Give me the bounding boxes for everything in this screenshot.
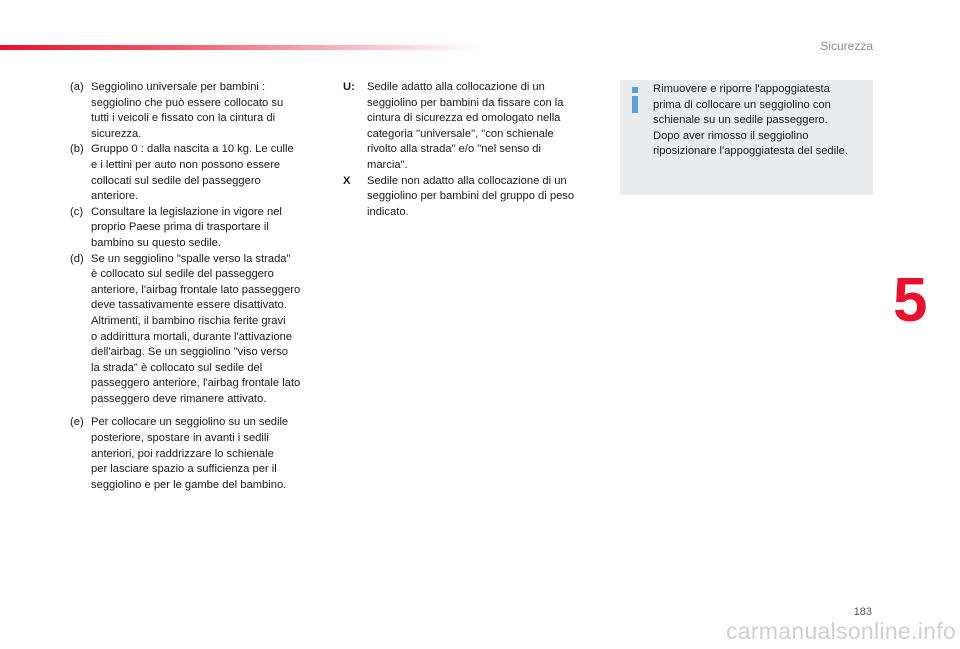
page-number: 183 <box>853 606 872 618</box>
note-b <box>70 142 330 204</box>
note-e <box>70 415 330 493</box>
note-d <box>70 252 330 408</box>
info-box <box>620 80 873 195</box>
note-key: (e) <box>70 416 84 429</box>
info-icon <box>628 87 642 113</box>
notes-left-column <box>70 80 330 493</box>
header-accent-bar <box>0 45 480 50</box>
legend-text: Sedile non adatto alla collocazione di un seggiolino per bambini del gruppo di peso indicato. <box>367 174 575 218</box>
note-key: (d) <box>70 252 84 265</box>
note-a <box>70 80 330 142</box>
legend-u <box>343 80 593 174</box>
legend-key: U: <box>343 81 355 93</box>
note-text: Per collocare un seggiolino su un sedile posteriore, spostare in avanti i sedili anteriori, poi raddrizzare lo schienale per lasciare spazio a sufficienza per il seggiolino e per le gambe del bambino. <box>91 416 289 491</box>
notes-right-column <box>343 80 593 220</box>
legend-x <box>343 174 593 221</box>
watermark: carmanualsonline.info <box>725 618 956 644</box>
note-key: (b) <box>70 143 84 156</box>
note-c <box>70 205 330 252</box>
note-text: Consultare la legislazione in vigore nel proprio Paese prima di trasportare il bambino su questo sedile. <box>91 205 282 249</box>
legend-text: Sedile adatto alla collocazione di un seggiolino per bambini da fissare con la cintura di sicurezza ed omologato nella categoria "universale", "con schienale rivolto alla strada" e/o "nel senso di marcia". <box>367 81 564 171</box>
note-key: (c) <box>70 205 84 218</box>
legend-key: X <box>343 174 351 187</box>
note-key: (a) <box>70 81 84 93</box>
note-text: Seggiolino universale per bambini : seggiolino che può essere collocato su tutti i veicoli e fissato con la cintura di sicurezza. <box>91 81 284 140</box>
info-text: Rimuovere e riporre l'appoggiatesta prima di collocare un seggiolino con schienale su un sedile passeggero. Dopo aver rimosso il seggiolino riposizionare l'appoggiatesta del sedile. <box>653 83 848 158</box>
chapter-number: 5 <box>893 266 928 335</box>
section-title: Sicurezza <box>820 39 873 53</box>
note-text: Se un seggiolino "spalle verso la strada" è collocato sul sedile del passeggero anteriore, l'airbag frontale lato passeggero deve tassativamente essere disattivato. Altrimenti, il bambino rischia ferite gravi o addirittura mortali, durante l'attivazione dell'airbag. Se un seggiolino "viso verso la strada" è collocato sul sedile del passeggero anteriore, l'airbag frontale lato passeggero deve rimanere attivato. <box>91 252 301 405</box>
note-text: Gruppo 0 : dalla nascita a 10 kg. Le culle e i lettini per auto non possono essere collocati sul sedile del passeggero anteriore. <box>91 143 294 203</box>
